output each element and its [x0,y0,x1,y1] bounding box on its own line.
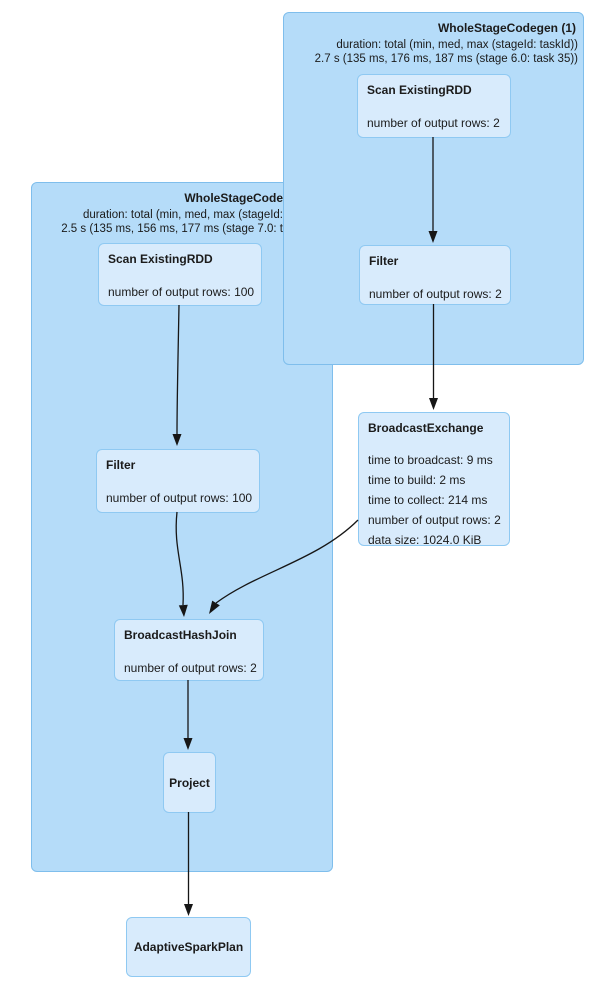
node-metric: time to broadcast: 9 ms [368,453,493,467]
node-title: Scan ExistingRDD [367,83,472,97]
plan-node-broadcasthashjoin[interactable] [114,619,264,681]
node-title: AdaptiveSparkPlan [133,940,244,954]
node-metric: time to collect: 214 ms [368,493,488,507]
node-metric: number of output rows: 2 [367,116,500,130]
node-metric: number of output rows: 2 [124,661,257,675]
plan-node-scan-existingrdd-left[interactable] [98,243,262,306]
arrowhead-icon [429,398,438,410]
node-title: Filter [369,254,399,268]
plan-node-adaptivesparkplan[interactable] [126,917,251,977]
cluster-wholestagecodegen-1 [283,12,584,365]
node-title: BroadcastHashJoin [124,628,237,642]
cluster-label: WholeStageCodegen (1) [437,21,576,35]
node-metric: number of output rows: 100 [106,491,253,505]
duration-line-2: 2.7 s (135 ms, 176 ms, 187 ms (stage 6.0: task 35)) [314,52,578,65]
duration-line-1: duration: total (min, med, max (stageId: taskId)) [336,39,578,51]
plan-node-scan-existingrdd-right[interactable] [357,74,511,138]
plan-node-filter-left[interactable] [96,449,260,513]
plan-node-project[interactable] [163,752,216,813]
duration-line-2: 2.5 s (135 ms, 156 ms, 177 ms (stage 7.0: t [61,222,283,235]
node-metrics [368,453,500,547]
node-metric: data size: 1024.0 KiB [368,533,482,547]
cluster-duration [288,39,578,66]
node-title: Filter [106,458,136,472]
arrowhead-icon [184,904,193,916]
node-title: Project [169,775,210,790]
duration-line-1: duration: total (min, med, max (stageId: [82,209,283,221]
node-metric: number of output rows: 2 [368,513,501,527]
cluster-label: WholeStageCode [184,191,283,205]
node-metric: time to build: 2 ms [368,473,466,487]
plan-node-filter-right[interactable] [359,245,511,305]
cluster-duration [32,209,283,236]
node-title: Scan ExistingRDD [108,252,213,266]
plan-node-broadcastexchange[interactable] [358,412,510,546]
node-metric: number of output rows: 2 [369,287,502,301]
node-title: BroadcastExchange [368,421,484,435]
node-metric: number of output rows: 100 [108,285,255,299]
